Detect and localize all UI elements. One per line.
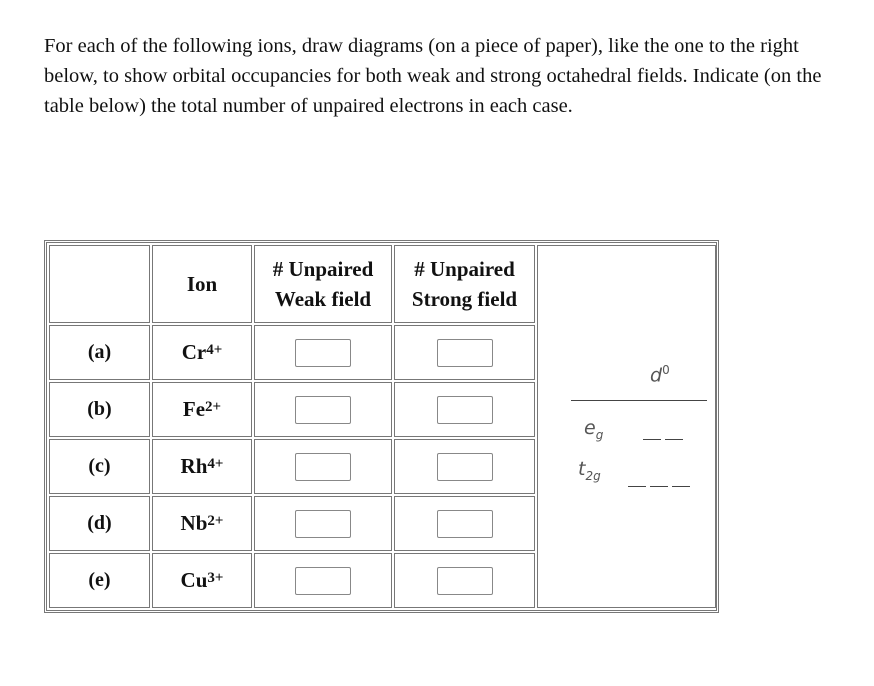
weak-cell-d [254,496,392,551]
strong-cell-e [394,553,535,608]
row-label-e [49,553,150,608]
row-label: (c) [88,455,111,477]
row-label-d [49,496,150,551]
strong-field-input-a[interactable] [437,339,493,367]
strong-field-input-c[interactable] [437,453,493,481]
eg-orbital-1 [643,439,661,440]
ion-symbol: Cu [180,568,208,592]
header-strong-field [394,245,535,323]
ion-symbol: Cr [181,340,207,364]
ion-charge: 4+ [207,456,224,472]
header-weak-line2: Weak field [274,287,372,311]
header-weak-field [254,245,392,323]
strong-cell-b [394,382,535,437]
d-config-label: $d^0$ [650,363,670,387]
weak-field-input-a[interactable] [295,339,351,367]
header-strong-line2: Strong field [411,287,518,311]
header-strong-line1: # Unpaired [414,257,515,281]
strong-cell-c [394,439,535,494]
t2g-orbital-1 [628,486,646,487]
weak-field-input-d[interactable] [295,510,351,538]
ion-cell-c [152,439,252,494]
header-weak-line1: # Unpaired [272,257,374,281]
t2g-orbital-3 [672,486,690,487]
header-ion [152,245,252,323]
orbital-splitting-diagram [569,360,719,500]
strong-cell-d [394,496,535,551]
row-label: (a) [87,341,112,363]
weak-cell-e [254,553,392,608]
eg-orbital-2 [665,439,683,440]
instructions-text: For each of the following ions, draw diagrams (on a piece of paper), like the one to the right below, to show orbital occupancies for both weak and strong octahedral fields. Indicate (on the table below) the total number of unpaired electrons in each case. [44,35,822,117]
row-label: (d) [87,512,112,534]
header-blank-cell [49,245,150,323]
ion-symbol: Rh [180,454,208,478]
ion-cell-d [152,496,252,551]
row-label: (b) [87,398,112,420]
ion-cell-a [152,325,252,380]
header-ion-label: Ion [186,272,218,296]
ion-cell-b [152,382,252,437]
eg-label: $e_g$ [584,417,604,442]
weak-cell-c [254,439,392,494]
ion-cell-e [152,553,252,608]
ion-charge: 3+ [207,570,224,586]
strong-field-input-e[interactable] [437,567,493,595]
weak-field-input-c[interactable] [295,453,351,481]
ion-charge: 2+ [207,513,224,529]
diagram-divider-line [571,400,707,401]
t2g-orbital-2 [650,486,668,487]
row-label-c [49,439,150,494]
weak-field-input-b[interactable] [295,396,351,424]
row-label-a [49,325,150,380]
ion-symbol: Fe [182,397,206,421]
row-label: (e) [88,569,111,591]
ion-symbol: Nb [180,511,208,535]
weak-cell-a [254,325,392,380]
weak-cell-b [254,382,392,437]
strong-field-input-b[interactable] [437,396,493,424]
strong-cell-a [394,325,535,380]
strong-field-input-d[interactable] [437,510,493,538]
row-label-b [49,382,150,437]
ion-charge: 2+ [205,399,222,415]
ion-charge: 4+ [206,342,223,358]
weak-field-input-e[interactable] [295,567,351,595]
t2g-label: $t_{2g}$ [578,458,601,483]
